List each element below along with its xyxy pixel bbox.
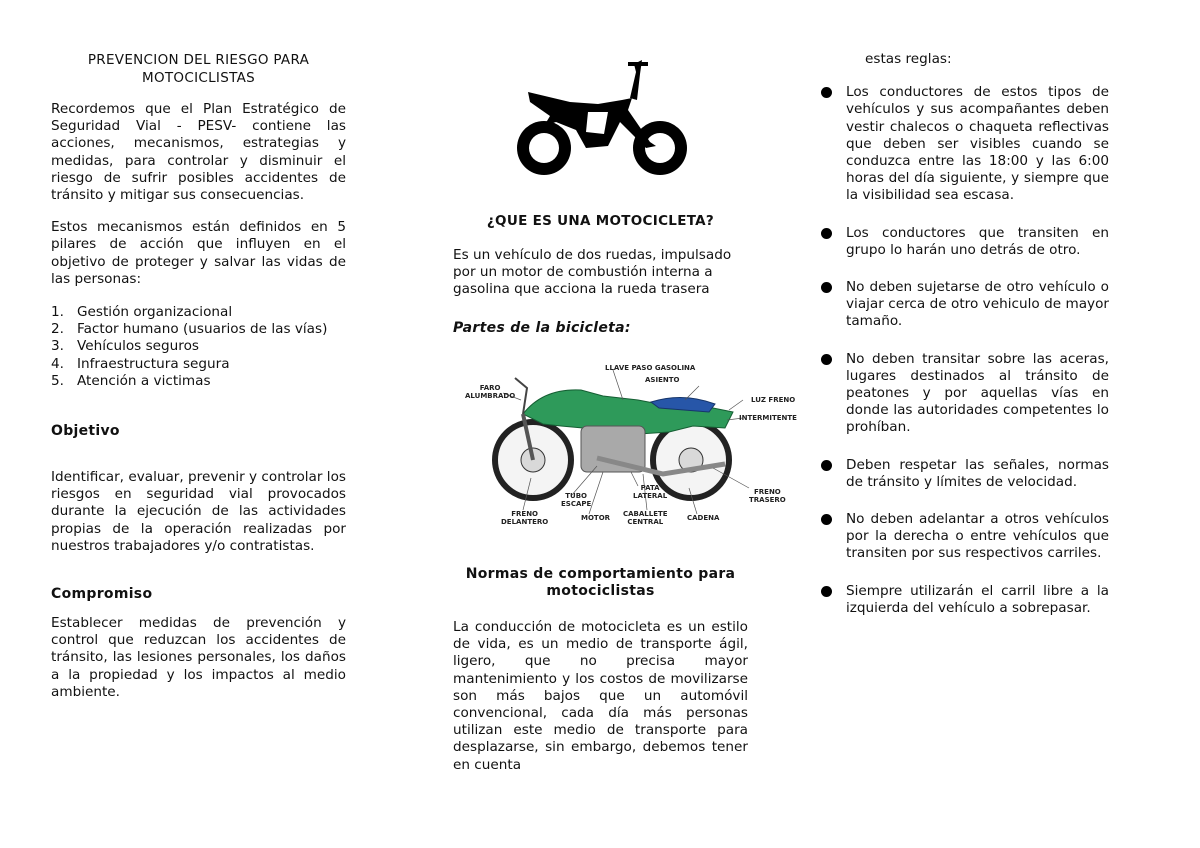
list-item: 1. Gestión organizacional — [51, 304, 233, 321]
pillars-list — [51, 304, 346, 390]
list-item: 4. Infraestructura segura — [51, 355, 230, 372]
normas-heading: Normas de comportamiento para motociclistas — [465, 566, 736, 599]
list-item: No deben adelantar a otros vehículos por la derecha o entre vehículos que transiten por sus respectivos carriles. — [846, 511, 1109, 563]
left-panel — [51, 0, 346, 701]
label-cadena: CADENA — [687, 514, 720, 522]
label-caballete: CABALLETE CENTRAL — [623, 510, 668, 526]
list-item: Siempre utilizarán el carril libre a la izquierda del vehículo a sobrepasar. — [846, 583, 1109, 617]
continuation-text: estas reglas: — [865, 51, 952, 67]
bullet-icon — [821, 282, 832, 293]
label-asiento: ASIENTO — [645, 376, 680, 384]
list-item: 3. Vehículos seguros — [51, 338, 199, 355]
label-tubo-escape: TUBO ESCAPE — [561, 492, 592, 508]
bullet-icon — [821, 87, 832, 98]
list-item: Los conductores que transiten en grupo lo harán uno detrás de otro. — [846, 225, 1109, 259]
definition-paragraph: Es un vehículo de dos ruedas, impulsado por un motor de combustión interna a gasolina que acciona la rueda trasera — [453, 247, 732, 298]
bullet-icon — [821, 460, 832, 471]
list-item: 2. Factor humano (usuarios de las vías) — [51, 321, 328, 338]
list-item: Los conductores de estos tipos de vehículos y sus acompañantes deben vestir chalecos o chaqueta reflectivas que deben ser visibles cuando se conduzca entre las 18:00 y las 6:00 horas del día siguiente, y siempre que la visibilidad sea escasa. — [846, 84, 1109, 204]
rules-list — [846, 84, 1109, 617]
compromiso-heading: Compromiso — [51, 586, 153, 603]
list-item: No deben transitar sobre las aceras, lugares destinados al tránsito de peatones y por aquellas vías en donde las autoridades competentes lo prohíban. — [846, 351, 1109, 437]
label-motor: MOTOR — [581, 514, 611, 522]
bullet-icon — [821, 514, 832, 525]
parts-heading: Partes de la bicicleta: — [453, 320, 631, 336]
bullet-icon — [821, 586, 832, 597]
brochure-title: PREVENCION DEL RIESGO PARA MOTOCICLISTAS — [87, 52, 310, 86]
label-llave: LLAVE PASO GASOLINA — [605, 364, 696, 372]
mechanisms-paragraph: Estos mecanismos están definidos en 5 pilares de acción que influyen en el objetivo de proteger y salvar las vidas de las personas: — [51, 219, 346, 287]
label-freno-trasero: FRENO TRASERO — [749, 488, 786, 504]
question-heading: ¿QUE ES UNA MOTOCICLETA? — [486, 213, 715, 229]
motorcycle-diagram-icon — [463, 348, 803, 533]
motorcycle-silhouette-icon — [510, 50, 690, 180]
label-luz-freno: LUZ FRENO — [751, 396, 796, 404]
label-intermitente: INTERMITENTE — [739, 414, 797, 422]
intro-paragraph: Recordemos que el Plan Estratégico de Seguridad Vial - PESV- contiene las acciones, mecanismos, estrategias y medidas, para controlar y disminuir el riesgo de sufrir posibles accidentes de tránsito y mitigar sus consecuencias. — [51, 101, 346, 204]
normas-paragraph: La conducción de motocicleta es un estilo de vida, es un medio de transporte ágil, ligero, que no precisa mayor mantenimiento y los costos de movilizarse son más bajos que un automóvil convencional, cada día más personas utilizan este medio de transporte para desplazarse, sin embargo, debemos tener en cuenta — [453, 619, 748, 773]
label-freno-delantero: FRENO DELANTERO — [501, 510, 549, 526]
objetivo-heading: Objetivo — [51, 423, 120, 440]
label-faro: FARO ALUMBRADO — [465, 384, 516, 400]
compromiso-paragraph: Establecer medidas de prevención y control que reduzcan los accidentes de tránsito, las lesiones personales, los daños a la propiedad y los impactos al medio ambiente. — [51, 615, 346, 700]
list-item: Deben respetar las señales, normas de tránsito y límites de velocidad. — [846, 457, 1109, 491]
bullet-icon — [821, 354, 832, 365]
label-pata-lateral: PATA LATERAL — [633, 484, 668, 500]
right-panel — [817, 0, 1109, 637]
objetivo-paragraph: Identificar, evaluar, prevenir y controlar los riesgos en seguridad vial provocados durante la ejecución de las actividades propias de la operación realizadas por nuestros trabajadores y/o contratistas. — [51, 469, 346, 554]
motorcycle-parts-diagram — [463, 348, 803, 533]
list-item: 5. Atención a victimas — [51, 372, 211, 389]
list-item: No deben sujetarse de otro vehículo o viajar cerca de otro vehiculo de mayor tamaño. — [846, 279, 1109, 331]
bullet-icon — [821, 228, 832, 239]
